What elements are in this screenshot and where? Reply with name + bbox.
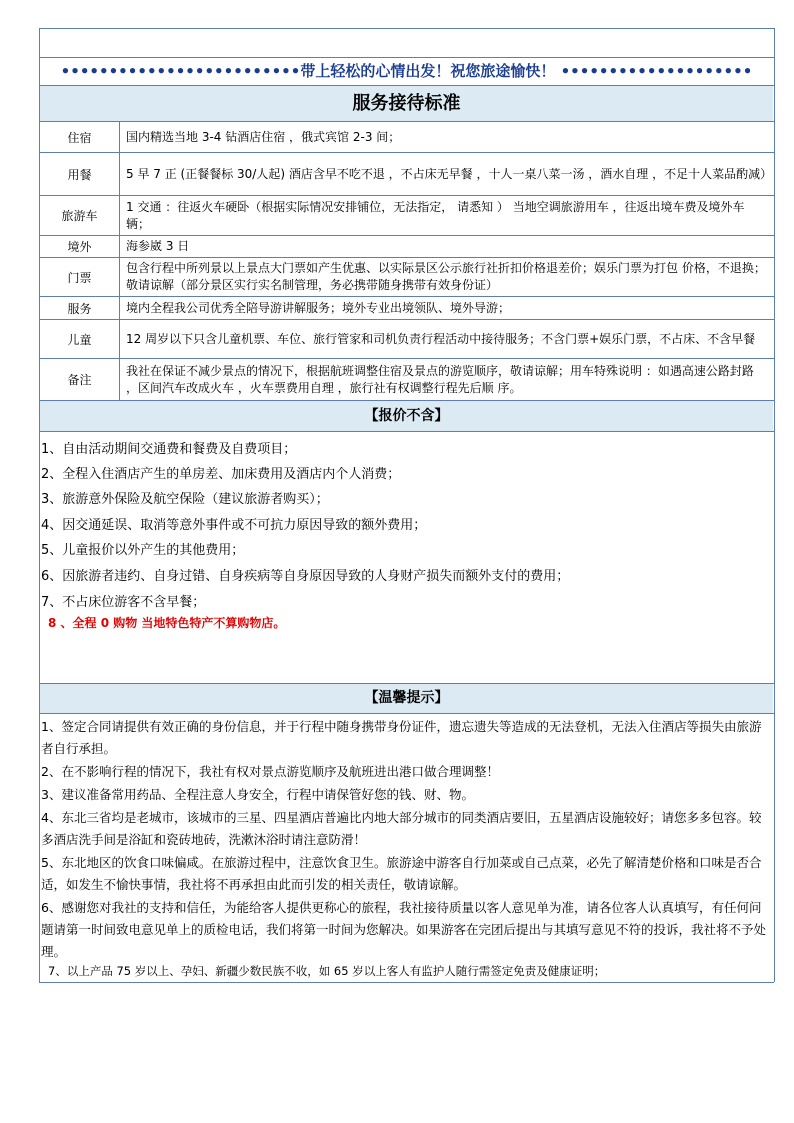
tip-item: 6、感谢您对我社的支持和信任，为能给客人提供更称心的旅程，我社接待质量以客人意见单为准，请各位客人认真填写，有任何问题请第一时间致电意见单上的质检电话，我们将第一时间为您解决。如果游客在完团后提出与其填写意见不符的投诉，我社将不予处理。 <box>41 900 767 959</box>
tip-item: 5、东北地区的饮食口味偏咸。在旅游过程中，注意饮食卫生。旅游途中游客自行加菜或自己点菜，必先了解清楚价格和口味是否合适，如发生不愉快事情，我社将不再承担由此而引发的相关责任，敬请谅解。 <box>41 855 762 892</box>
row-value: 包含行程中所列景以上景点大门票如产生优惠、以实际景区公示旅行社折扣价格退差价；娱乐门票为打包 价格，不退换；敬请谅解（部分景区实行实名制管理，务必携带随身携带有效身份证） <box>126 261 766 292</box>
row-value: 境内全程我公司优秀全陪导游讲解服务；境外专业出境领队、境外导游； <box>126 300 511 315</box>
tip-item: 1、签定合同请提供有效正确的身份信息，并于行程中随身携带身份证件，遗忘遗失等造成的无法登机，无法入住酒店等损失由旅游者自行承担。 <box>41 719 762 756</box>
row-label: 门票 <box>40 258 120 296</box>
row-value: 我社在保证不减少景点的情况下，根据航班调整住宿及景点的游览顺序，敬请谅解；用车特殊说明 ：如遇高速公路封路 ，区间汽车改成火车 ，火车票费用自理 ，旅行社有权调整行程先后顺 序。 <box>126 363 754 395</box>
service-row-transport <box>40 196 773 235</box>
excluded-item: 1、自由活动期间交通费和餐费及自费项目； <box>41 442 297 457</box>
excluded-item: 5、儿童报价以外产生的其他费用； <box>41 543 245 558</box>
service-row-notes <box>40 359 773 400</box>
service-row-children <box>40 320 773 358</box>
excluded-item: 3、旅游意外保险及航空保险（建议旅游者购买）； <box>41 492 329 507</box>
excluded-item-highlight: 8 、全程 0 购物 当地特色特产不算购物店。 <box>48 616 286 630</box>
excluded-item: 6、因旅游者违约、自身过错、自身疾病等自身原因导致的人身财产损失而额外支付的费用； <box>41 569 570 584</box>
tip-item: 7、以上产品 75 岁以上、孕妇、新疆少数民族不收，如 65 岁以上客人有监护人随行需签定免责及健康证明； <box>48 964 606 978</box>
row-value: 12 周岁以下只含儿童机票、车位、旅行管家和司机负责行程活动中接待服务；不含门票+娱乐门票，不占床、不含早餐 <box>126 331 756 346</box>
row-label: 儿童 <box>40 320 120 358</box>
service-row-abroad <box>40 236 773 257</box>
tip-item: 3、建议准备常用药品、全程注意人身安全，行程中请保管好您的钱、财、物。 <box>41 787 474 802</box>
row-value: 国内精选当地 3-4 钻酒店住宿 ，俄式宾馆 2-3 间； <box>126 129 401 144</box>
excluded-item: 2、全程入住酒店产生的单房差、加床费用及酒店内个人消费； <box>41 467 401 482</box>
row-label: 旅游车 <box>40 196 120 235</box>
row-value: 5 早 7 正 (正餐餐标 30/人起) 酒店含早不吃不退 ，不占床无早餐 ，十人一桌八菜一汤 ，酒水自理 ，不足十人菜品酌减） <box>126 166 773 181</box>
row-value: 海参崴 3 日 <box>126 239 190 253</box>
tip-item: 2、在不影响行程的情况下，我社有权对景点游览顺序及航班进出港口做合理调整！ <box>41 764 499 779</box>
tip-item: 4、东北三省均是老城市，该城市的三星、四星酒店普遍比内地大部分城市的同类酒店要旧，五星酒店设施较好；请您多多包容。较多酒店洗手间是浴缸和瓷砖地砖，洗漱沐浴时请注意防滑！ <box>41 810 762 847</box>
service-row-tickets <box>40 258 773 296</box>
row-label: 住宿 <box>40 122 120 152</box>
row-label: 备注 <box>40 359 120 400</box>
service-row-meals <box>40 153 773 195</box>
slogan: •••••••••••••••••••••••••带上轻松的心情出发！祝您旅途愉快！ •••••••••••••••••••• <box>60 62 753 80</box>
row-value: 1 交通 ：往返火车硬卧（根据实际情况安排铺位，无法指定， 请悉知 ） 当地空调旅游用车 ，往返出境车费及境外车辆； <box>126 199 745 231</box>
excluded-item: 4、因交通延误、取消等意外事件或不可抗力原因导致的额外费用； <box>41 518 427 533</box>
rule <box>39 28 774 29</box>
service-row-lodging <box>40 122 773 152</box>
tips-title: 【温馨提示】 <box>364 690 449 706</box>
service-title: 服务接待标准 <box>352 93 461 114</box>
excluded-item: 7、不占床位游客不含早餐； <box>41 595 206 610</box>
row-label: 服务 <box>40 297 120 319</box>
row-label: 境外 <box>40 236 120 257</box>
row-label: 用餐 <box>40 153 120 195</box>
service-row-service <box>40 297 773 319</box>
excluded-title: 【报价不含】 <box>364 408 449 424</box>
